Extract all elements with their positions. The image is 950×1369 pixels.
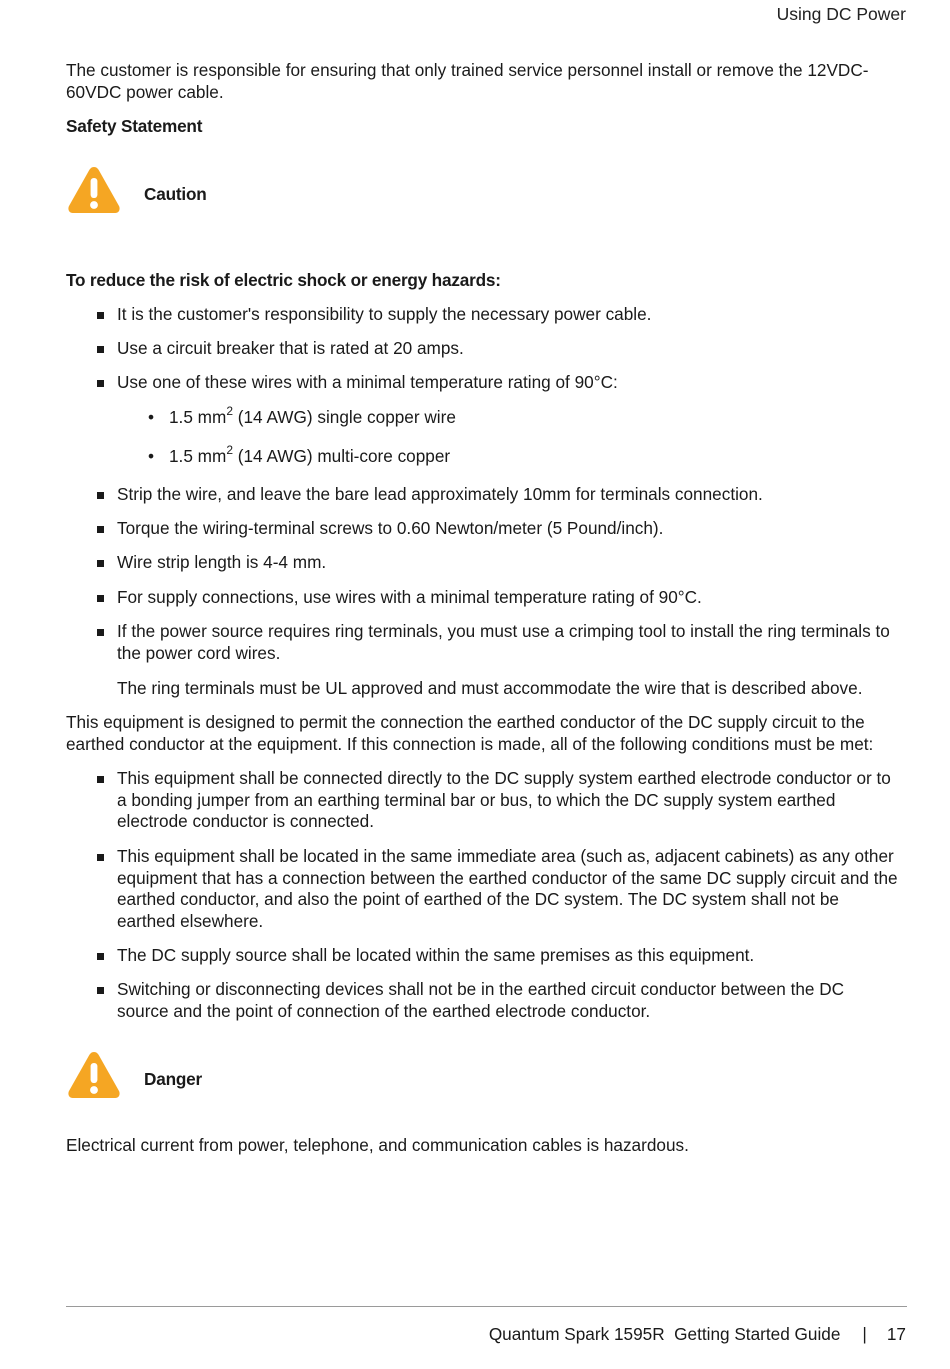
list-item-text: It is the customer's responsibility to supply the necessary power cable. — [117, 304, 652, 324]
bullet-square-icon — [97, 526, 104, 533]
list-item-text: This equipment shall be located in the same immediate area (such as, adjacent cabinets) as any other equipment that has a connection between the earthed conductor of the same DC supply circuit and the earthed conductor, and also the point of earthed of the DC system. The DC system shall not be earthed elsewhere. — [117, 846, 898, 931]
bullet-square-icon — [97, 346, 104, 353]
danger-paragraph: Electrical current from power, telephone, and communication cables is hazardous. — [66, 1135, 689, 1155]
bullet-square-icon — [97, 380, 104, 387]
bullet-dot-icon: • — [148, 446, 155, 466]
page-number: 17 — [886, 1324, 906, 1344]
danger-label: Danger — [144, 1069, 203, 1089]
guide-title: Quantum Spark 1595R Getting Started Guide — [488, 1324, 841, 1344]
list-item-text: For supply connections, use wires with a minimal temperature rating of 90°C. — [117, 587, 702, 607]
ring-terminals-note: The ring terminals must be UL approved and must accommodate the wire that is described above. — [117, 678, 863, 698]
list-item-text: Use one of these wires with a minimal temperature rating of 90°C: — [117, 372, 618, 392]
bullet-square-icon — [97, 560, 104, 567]
bullet-square-icon — [97, 595, 104, 602]
risk-heading: To reduce the risk of electric shock or energy hazards: — [66, 270, 501, 290]
bullet-square-icon — [97, 312, 104, 319]
safety-statement-heading: Safety Statement — [66, 116, 203, 136]
footer-separator: | — [862, 1324, 867, 1344]
caution-label: Caution — [144, 184, 207, 204]
intro-paragraph: The customer is responsible for ensuring that only trained service personnel install or remove the 12VDC-60VDC power cable. — [66, 60, 869, 102]
page-footer — [489, 1323, 906, 1345]
wire-option-text: 1.5 $mm^2$ (14 AWG) single copper wire — [169, 404, 456, 427]
footer-divider — [66, 1306, 907, 1307]
bullet-square-icon — [97, 953, 104, 960]
warning-triangle-icon — [66, 1049, 122, 1101]
list-item-text: The DC supply source shall be located within the same premises as this equipment. — [117, 945, 755, 965]
bullet-square-icon — [97, 629, 104, 636]
earthing-intro-paragraph: This equipment is designed to permit the connection the earthed conductor of the DC supply circuit to the earthed conductor at the equipment. If this connection is made, all of the following conditions must be met: — [66, 712, 874, 754]
list-item-text: This equipment shall be connected directly to the DC supply system earthed electrode conductor or to a bonding jumper from an earthing terminal bar or bus, to which the DC supply system earthed electrode conductor is connected. — [117, 768, 891, 832]
wire-option-text: 1.5 $mm^2$ (14 AWG) multi-core copper — [169, 443, 451, 466]
bullet-dot-icon: • — [148, 407, 155, 427]
list-item-text: Torque the wiring-terminal screws to 0.60 Newton/meter (5 Pound/inch). — [117, 518, 664, 538]
running-header: Using DC Power — [776, 4, 906, 24]
bullet-square-icon — [97, 854, 104, 861]
list-item-text: Switching or disconnecting devices shall not be in the earthed circuit conductor between the DC source and the point of connection of the earthed electrode conductor. — [117, 979, 845, 1021]
caution-admonition — [66, 164, 122, 222]
bullet-square-icon — [97, 492, 104, 499]
danger-admonition — [66, 1049, 122, 1107]
warning-triangle-icon — [66, 164, 122, 216]
bullet-square-icon — [97, 987, 104, 994]
list-item-text: Wire strip length is 4-4 mm. — [117, 552, 327, 572]
list-item-text: If the power source requires ring terminals, you must use a crimping tool to install the ring terminals to the power cord wires. — [117, 621, 890, 663]
list-item-text: Use a circuit breaker that is rated at 20 amps. — [117, 338, 464, 358]
bullet-square-icon — [97, 776, 104, 783]
list-item-text: Strip the wire, and leave the bare lead approximately 10mm for terminals connection. — [117, 484, 763, 504]
